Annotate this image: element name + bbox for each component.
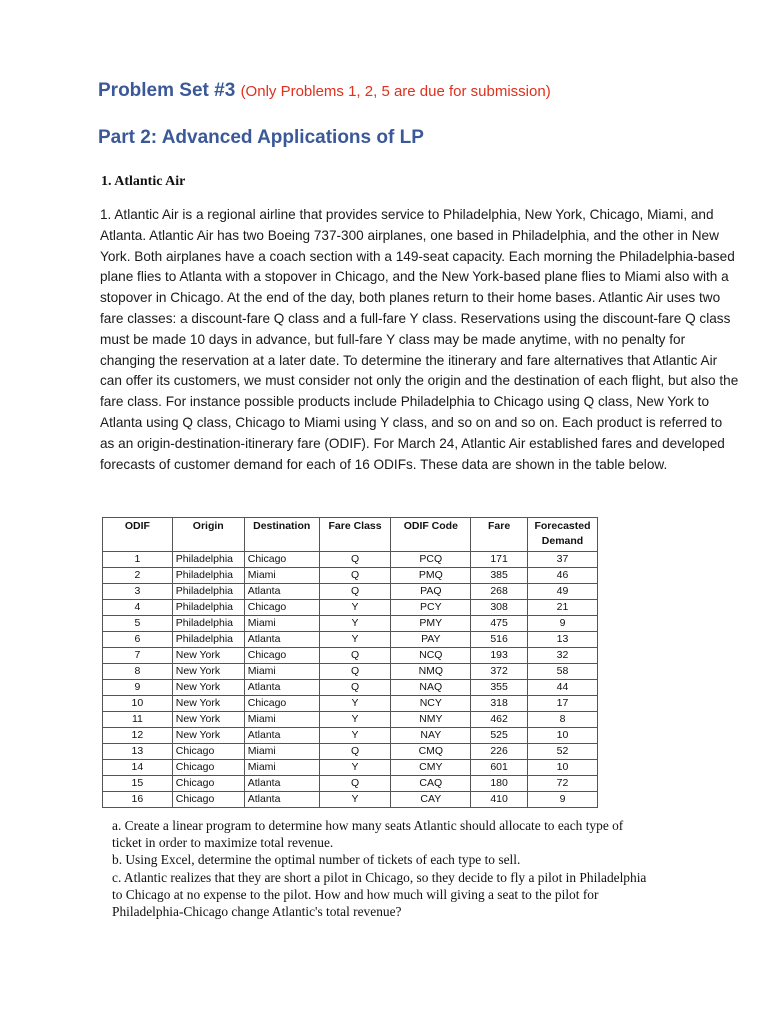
cell-origin: New York: [172, 728, 244, 744]
cell-odif: 12: [103, 728, 173, 744]
cell-odif: 4: [103, 600, 173, 616]
cell-origin: Philadelphia: [172, 584, 244, 600]
col-header-odif: ODIF: [103, 518, 173, 552]
table-row: [103, 664, 598, 680]
question-c: c. Atlantic realizes that they are short a pilot in Chicago, so they decide to fly a pilot in Philadelphia to Chicago at no expense to the pilot. How and how much will giving a seat to the pilot for Philadelphia-Chicago change Atlantic's total revenue?: [112, 869, 647, 920]
cell-fare: 355: [471, 680, 528, 696]
cell-fare: 525: [471, 728, 528, 744]
cell-origin: Chicago: [172, 792, 244, 808]
cell-destination: Atlanta: [244, 680, 319, 696]
col-header-fare-class: Fare Class: [319, 518, 391, 552]
cell-fare-class: Y: [319, 600, 391, 616]
cell-fare-class: Y: [319, 632, 391, 648]
cell-origin: Chicago: [172, 760, 244, 776]
cell-demand: 72: [528, 776, 598, 792]
table-row: [103, 680, 598, 696]
cell-fare: 475: [471, 616, 528, 632]
col-header-odif-code: ODIF Code: [391, 518, 471, 552]
cell-odif: 11: [103, 712, 173, 728]
problem-set-title: [98, 80, 551, 102]
cell-demand: 46: [528, 568, 598, 584]
cell-destination: Chicago: [244, 552, 319, 568]
table-row: [103, 568, 598, 584]
cell-fare: 193: [471, 648, 528, 664]
cell-fare: 180: [471, 776, 528, 792]
table-row: [103, 776, 598, 792]
table-row: [103, 648, 598, 664]
cell-origin: New York: [172, 648, 244, 664]
col-header-forecasted-demand: Forecasted Demand: [528, 518, 598, 552]
cell-fare-class: Y: [319, 760, 391, 776]
cell-destination: Miami: [244, 568, 319, 584]
cell-odif: 5: [103, 616, 173, 632]
cell-odif: 14: [103, 760, 173, 776]
cell-fare-class: Q: [319, 776, 391, 792]
table-row: [103, 712, 598, 728]
cell-demand: 21: [528, 600, 598, 616]
cell-fare-class: Q: [319, 680, 391, 696]
cell-demand: 58: [528, 664, 598, 680]
cell-fare: 308: [471, 600, 528, 616]
cell-fare: 385: [471, 568, 528, 584]
cell-origin: New York: [172, 664, 244, 680]
col-header-origin: Origin: [172, 518, 244, 552]
cell-fare: 268: [471, 584, 528, 600]
cell-fare-class: Y: [319, 712, 391, 728]
cell-destination: Miami: [244, 664, 319, 680]
submission-note: (Only Problems 1, 2, 5 are due for submission): [240, 83, 551, 100]
table-row: [103, 744, 598, 760]
questions-block: [112, 817, 652, 920]
table-row: [103, 584, 598, 600]
cell-demand: 8: [528, 712, 598, 728]
cell-fare-class: Q: [319, 552, 391, 568]
cell-origin: Philadelphia: [172, 568, 244, 584]
cell-destination: Chicago: [244, 600, 319, 616]
cell-demand: 44: [528, 680, 598, 696]
cell-odif-code: NMQ: [391, 664, 471, 680]
cell-odif-code: CAY: [391, 792, 471, 808]
problem-set-heading: Problem Set #3: [98, 80, 236, 101]
cell-origin: Philadelphia: [172, 552, 244, 568]
col-header-destination: Destination: [244, 518, 319, 552]
cell-fare: 372: [471, 664, 528, 680]
cell-odif: 7: [103, 648, 173, 664]
cell-odif: 1: [103, 552, 173, 568]
cell-odif: 3: [103, 584, 173, 600]
cell-odif-code: CAQ: [391, 776, 471, 792]
cell-demand: 52: [528, 744, 598, 760]
cell-odif: 6: [103, 632, 173, 648]
cell-odif: 10: [103, 696, 173, 712]
cell-origin: New York: [172, 712, 244, 728]
cell-destination: Atlanta: [244, 728, 319, 744]
cell-destination: Chicago: [244, 696, 319, 712]
cell-origin: Philadelphia: [172, 632, 244, 648]
cell-odif: 13: [103, 744, 173, 760]
cell-fare-class: Q: [319, 744, 391, 760]
cell-destination: Atlanta: [244, 632, 319, 648]
cell-origin: Chicago: [172, 776, 244, 792]
cell-odif-code: NCQ: [391, 648, 471, 664]
cell-demand: 37: [528, 552, 598, 568]
cell-fare: 601: [471, 760, 528, 776]
cell-demand: 10: [528, 728, 598, 744]
table-row: [103, 760, 598, 776]
cell-odif-code: NMY: [391, 712, 471, 728]
cell-origin: Philadelphia: [172, 600, 244, 616]
cell-fare-class: Y: [319, 728, 391, 744]
intro-paragraph: 1. Atlantic Air is a regional airline that provides service to Philadelphia, New York, Chicago, Miami, and Atlanta. Atlantic Air has two Boeing 737-300 airplanes, one based in Philadelphia, and the other in New York. Both airplanes have a coach section with a 149-seat capacity. Each morning the Philadelphia-based plane flies to Atlanta with a stopover in Chicago, and the New York-based plane flies to Miami also with a stopover in Chicago. At the end of the day, both planes return to their home bases. Atlantic Air uses two fare classes: a discount-fare Q class and a full-fare Y class. Reservations using the discount-fare Q class must be made 10 days in advance, but full-fare Y class may be made anytime, with no penalty for changing the reservation at a later date. To determine the itinerary and fare alternatives that Atlantic Air can offer its customers, we must consider not only the origin and the destination of each flight, but also the fare class. For instance possible products include Philadelphia to Chicago using Q class, New York to Atlanta using Q class, Chicago to Miami using Y class, and so on and so on. Each product is referred to as an origin-destination-itinerary fare (ODIF). For March 24, Atlantic Air established fares and developed forecasts of customer demand for each of 16 ODIFs. These data are shown in the table below.: [100, 207, 739, 472]
odif-table: [102, 517, 598, 808]
cell-origin: Chicago: [172, 744, 244, 760]
cell-fare-class: Q: [319, 568, 391, 584]
cell-odif: 8: [103, 664, 173, 680]
question-a: a. Create a linear program to determine how many seats Atlantic should allocate to each type of ticket in order to maximize total revenue.: [112, 818, 624, 851]
cell-fare-class: Q: [319, 664, 391, 680]
cell-demand: 17: [528, 696, 598, 712]
cell-destination: Atlanta: [244, 584, 319, 600]
cell-fare: 516: [471, 632, 528, 648]
cell-demand: 10: [528, 760, 598, 776]
cell-fare-class: Q: [319, 648, 391, 664]
cell-fare: 318: [471, 696, 528, 712]
table-row: [103, 600, 598, 616]
cell-fare-class: Q: [319, 584, 391, 600]
cell-demand: 9: [528, 616, 598, 632]
cell-odif-code: NAQ: [391, 680, 471, 696]
question-b: b. Using Excel, determine the optimal number of tickets of each type to sell.: [112, 852, 521, 868]
cell-origin: New York: [172, 680, 244, 696]
table-row: [103, 552, 598, 568]
table-header-row: [103, 518, 598, 552]
cell-fare: 462: [471, 712, 528, 728]
cell-demand: 9: [528, 792, 598, 808]
cell-odif-code: PMQ: [391, 568, 471, 584]
cell-origin: Philadelphia: [172, 616, 244, 632]
table-row: [103, 616, 598, 632]
cell-destination: Miami: [244, 616, 319, 632]
cell-demand: 32: [528, 648, 598, 664]
cell-fare-class: Y: [319, 616, 391, 632]
cell-odif-code: NAY: [391, 728, 471, 744]
section-title: 1. Atlantic Air: [101, 174, 186, 189]
cell-odif: 9: [103, 680, 173, 696]
cell-odif-code: NCY: [391, 696, 471, 712]
cell-odif-code: PMY: [391, 616, 471, 632]
cell-odif: 15: [103, 776, 173, 792]
cell-fare-class: Y: [319, 696, 391, 712]
col-header-fare: Fare: [471, 518, 528, 552]
cell-odif-code: PCY: [391, 600, 471, 616]
cell-destination: Miami: [244, 712, 319, 728]
table-row: [103, 696, 598, 712]
cell-destination: Atlanta: [244, 776, 319, 792]
table-row: [103, 632, 598, 648]
cell-destination: Miami: [244, 744, 319, 760]
cell-destination: Miami: [244, 760, 319, 776]
cell-fare: 410: [471, 792, 528, 808]
cell-origin: New York: [172, 696, 244, 712]
cell-fare: 171: [471, 552, 528, 568]
cell-odif: 2: [103, 568, 173, 584]
cell-fare: 226: [471, 744, 528, 760]
cell-demand: 49: [528, 584, 598, 600]
cell-destination: Atlanta: [244, 792, 319, 808]
cell-odif: 16: [103, 792, 173, 808]
cell-demand: 13: [528, 632, 598, 648]
cell-destination: Chicago: [244, 648, 319, 664]
cell-odif-code: PCQ: [391, 552, 471, 568]
cell-odif-code: PAQ: [391, 584, 471, 600]
part-title: Part 2: Advanced Applications of LP: [98, 127, 424, 148]
table-row: [103, 792, 598, 808]
cell-fare-class: Y: [319, 792, 391, 808]
table-row: [103, 728, 598, 744]
cell-odif-code: CMQ: [391, 744, 471, 760]
cell-odif-code: PAY: [391, 632, 471, 648]
cell-odif-code: CMY: [391, 760, 471, 776]
